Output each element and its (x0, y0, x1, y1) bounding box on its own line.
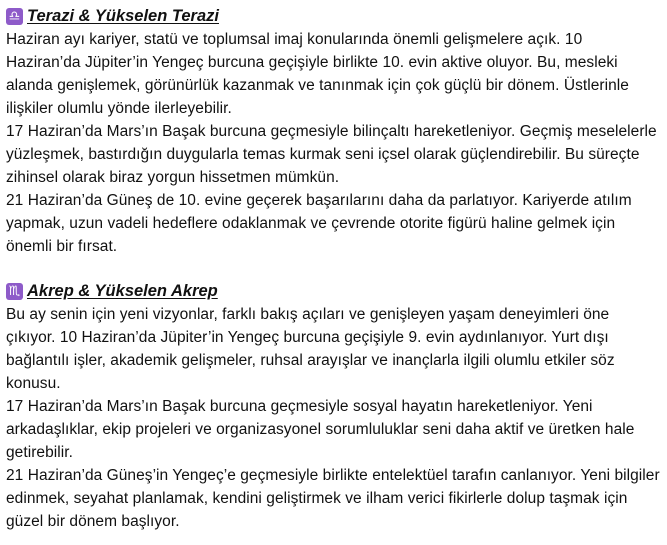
section-heading (6, 5, 661, 28)
libra-sign-icon: ♎ (6, 8, 23, 25)
section-scorpio (6, 280, 661, 533)
section-title: Terazi & Yükselen Terazi (27, 7, 219, 25)
paragraph: 21 Haziran’da Güneş’in Yengeç’e geçmesiyle birlikte entelektüel tarafın canlanıyor. Yeni bilgiler edinmek, seyahat planlamak, kendini geliştirmek ve ilham verici fikirlerle dolup taşmak için güzel bir dönem başlıyor. (6, 467, 660, 530)
section-title: Akrep & Yükselen Akrep (27, 282, 218, 300)
section-heading (6, 280, 661, 303)
paragraph: Bu ay senin için yeni vizyonlar, farklı bakış açıları ve genişleyen yaşam deneyimleri öne çıkıyor. 10 Haziran’da Jüpiter’in Yengeç burcuna geçişiyle 9. evin aydınlanıyor. Yurt dışı bağlantılı işler, akademik gelişmeler, ruhsal arayışlar ve inançlarla ilgili olumlu etkiler söz konusu. (6, 306, 615, 392)
paragraph: Haziran ayı kariyer, statü ve toplumsal imaj konularında önemli gelişmelere açık. 10 Haziran’da Jüpiter’in Yengeç burcuna geçişiyle birlikte 10. evin aktive oluyor. Bu, mesleki alanda genişlemek, görünürlük kazanmak ve tanınmak için çok güçlü bir dönem. Üstlerinle ilişkiler olumlu yönde ilerleyebilir. (6, 31, 629, 117)
paragraph: 21 Haziran’da Güneş de 10. evine geçerek başarılarını daha da parlatıyor. Kariyerde atılım yapmak, uzun vadeli hedeflere odaklanmak ve çevrende otorite figürü haline gelmek için önemli bir fırsat. (6, 192, 632, 255)
section-libra (6, 5, 661, 258)
scorpio-sign-icon: ♏ (6, 283, 23, 300)
paragraph: 17 Haziran’da Mars’ın Başak burcuna geçmesiyle sosyal hayatın hareketleniyor. Yeni arkadaşlıklar, ekip projeleri ve organizasyonel sorumluluklar seni daha aktif ve üretken hale getirebilir. (6, 398, 635, 461)
paragraph: 17 Haziran’da Mars’ın Başak burcuna geçmesiyle bilinçaltı hareketleniyor. Geçmiş meselelerle yüzleşmek, bastırdığın duygularla temas kurmak seni içsel olarak güçlendirebilir. Bu süreçte zihinsel olarak biraz yorgun hissetmen mümkün. (6, 123, 657, 186)
